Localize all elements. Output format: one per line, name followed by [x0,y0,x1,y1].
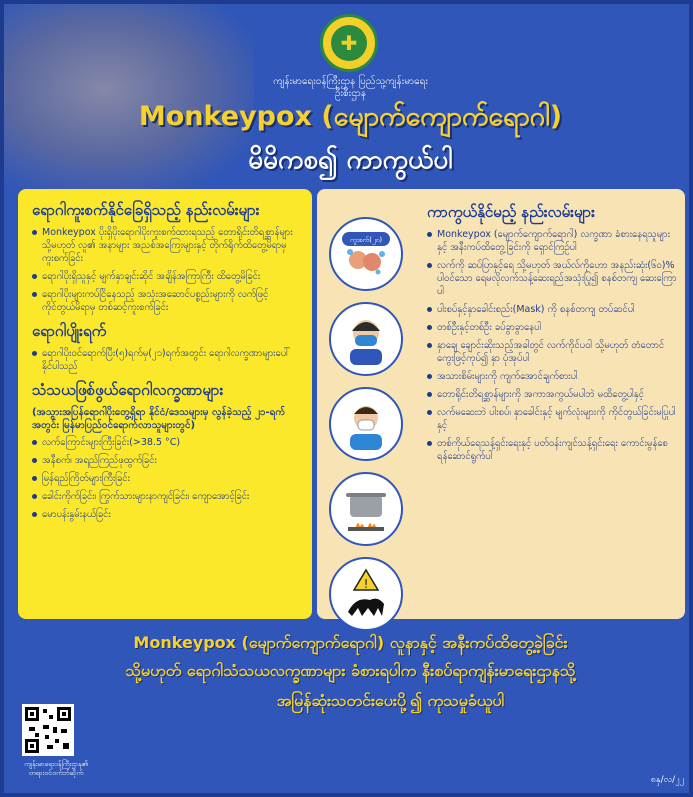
qr-caption: ကျန်းမာရေးဝန်ကြီးဌာန၏ တရားဝင်ဝက်ဘ်ဆိုက် [24,760,88,777]
list-item: ရောဂါပိုးများကပ်ငြိနေသည့် အသုံးအဆောင်ပစ္စည်းများကို လက်ဖြင့်ကိုင်တွယ်မိရာမှ တစ်ဆင့်ကူးစက်ခြင်း [32,288,298,314]
bottom-line2: သို့မဟုတ် ရောဂါသံသယလက္ခဏာများ ခံစားရပါက နီးစပ်ရာကျန်းမာရေးဌာနသို့ [125,661,576,680]
handwash-badge-text: ကူးစက်(၂၀) [349,236,383,244]
transmission-list [32,226,298,314]
list-item: မောပန်းနွမ်းနယ်ခြင်း [32,508,298,521]
list-item: လက်ကို ဆပ်ပြာနှင့်ရေ သို့မဟုတ် အယ်လ်ကိုဟော အနည်းဆုံး(၆၀)% ပါဝင်သော ရေမလိုလက်သန့်ဆေးရည်အသုံးပြု၍ စနစ်တကျ ဆေးကြောပါ [427,259,677,298]
title-line2: မိမိကစ၍ ကာကွယ်ပါ [248,145,453,175]
symptoms-heading: သံသယဖြစ်ဖွယ်ရောဂါလက္ခဏာများ [32,381,224,399]
cough-cover-icon [329,387,403,461]
incubation-heading: ရောဂါပျိုးရက် [32,322,107,340]
health-emblem-icon: ✚ [331,25,367,61]
symptoms-list [32,436,298,521]
list-item: ရောဂါပိုးရှိသူနှင့် မျက်နှာချင်းဆိုင် အချိန်အကြာကြီး ထိတွေ့မိခြင်း [32,270,298,283]
left-panel [18,189,312,619]
ministry-logo [320,14,378,72]
cooking-pot-icon [329,472,403,546]
list-item: ရောဂါပိုးဝင်ရောက်ပြီး(၅)ရက်မှ(၂၁)ရက်အတွင်း ရောဂါလက္ခဏာများပေါ်နိုင်ပါသည် [32,347,298,373]
list-item: တစ်ကိုယ်ရေသန့်ရှင်းရေးနှင့် ပတ်ဝန်းကျင်သန့်ရှင်းရေး ကောင်းမွန်စေရန်ဆောင်ရွက်ပါ [427,437,677,463]
list-item: Monkeypox ပိုးရှိပိုးရောဂါပိုးကူးစက်ထားရသည့် တောရိုင်းတိရစ္ဆာန်များ သို့မဟုတ် လူ၏ အနာများ အညစ်အကြေးများနှင့် တိုက်ရိုက်ထိတွေ့မိရာမှ ကူးစက်ခြင်း [32,226,298,265]
list-item: ခေါင်းကိုက်ခြင်း၊ ကြွက်သားများနာကျင်ခြင်း၊ ကျောအောင့်ခြင်း [32,490,298,503]
mask-icon [329,302,403,376]
list-item: အသားစိမ်းများကို ကျက်အောင်ချက်စားပါ [427,370,677,383]
transmission-heading: ရောဂါကူးစက်နိုင်ခြေရှိသည့် နည်းလမ်းများ [32,201,260,219]
right-panel [317,189,685,619]
bottom-line1: Monkeypox (မျောက်ကျောက်ရောဂါ) လူနာနှင့် အနီးကပ်ထိတွေ့ခဲ့ခြင်း [133,633,568,652]
prevention-list [427,228,677,463]
incubation-list [32,347,298,373]
list-item: မြန်ရည်ကြိတ်များကြီးခြင်း [32,472,298,485]
document-code: ၈နှ/လ/၂၂ [650,775,684,785]
title-line1: Monkeypox (မျောက်ကျောက်ရောဂါ) [138,101,563,132]
list-item: Monkeypox (မျောက်ကျောက်ရောဂါ) လက္ခဏာ ခံစားနေရသူများနှင့် အနီးကပ်ထိတွေ့ခြင်းကို ရှောင်ကြဉ်ပါ [427,228,677,254]
handwash-icon [329,217,403,291]
list-item: လက်ကြောင်းများကြီးခြင်း(>38.5 °C) [32,436,298,449]
list-item: နှာချေ ချောင်းဆိုးသည့်အခါတွင် လက်ကိုင်ပဝါ သို့မဟုတ် တံတောင်ကွေးဖြင့်ကုပ်၍ နှာ ပုံအုပ်ပါ [427,339,677,365]
list-item: တောရိုင်းတိရစ္ဆာန်များကို အကာအကွယ်မပါဘဲ မထိတွေ့ပါနှင့် [427,388,677,401]
wild-monkey-warning-icon [329,557,403,631]
qr-code[interactable] [22,704,74,756]
list-item: လက်မဆေးဘဲ ပါးစပ်၊ နှာခေါင်းနှင့် မျက်လုံးများကို ကိုင်တွယ်ခြင်းမပြုပါနှင့် [427,406,677,432]
prevention-text [427,203,677,471]
list-item: ပါးစပ်နှင့်နှာခေါင်းစည်း(Mask) ကို စနစ်တကျ တပ်ဆင်ပါ [427,303,677,316]
svg-text:!: ! [363,577,369,591]
list-item: အနီစက်၊ အရည်ကြည်ဖုထွက်ခြင်း [32,454,298,467]
symptoms-note: (အသွားအပြန်ရောဂါပိုးတွေ့ရှိရာ နိုင်ငံ/ဒေသများမှ လွန်ခဲ့သည့် ၂၁-ရက်အတွင်း မြန်မာပြည်ဝင်ရောက်လာသူများတွင်) [32,407,286,431]
prevention-icons [329,217,405,642]
bottom-line3: အမြန်ဆုံးသတင်းပေးပို့၍ ကုသမှုခံယူပါ [276,691,505,710]
prevention-heading: ကာကွယ်နိုင်မည့် နည်းလမ်းများ [427,203,595,221]
list-item: တစ်ဦးနှင့်တစ်ဦး ခပ်ခွာခွာနေပါ [427,321,677,334]
ministry-name: ကျန်းမာရေးဝန်ကြီးဌာန ပြည်သူ့ကျန်းမာရေးဦးစီးဌာန [273,76,428,99]
